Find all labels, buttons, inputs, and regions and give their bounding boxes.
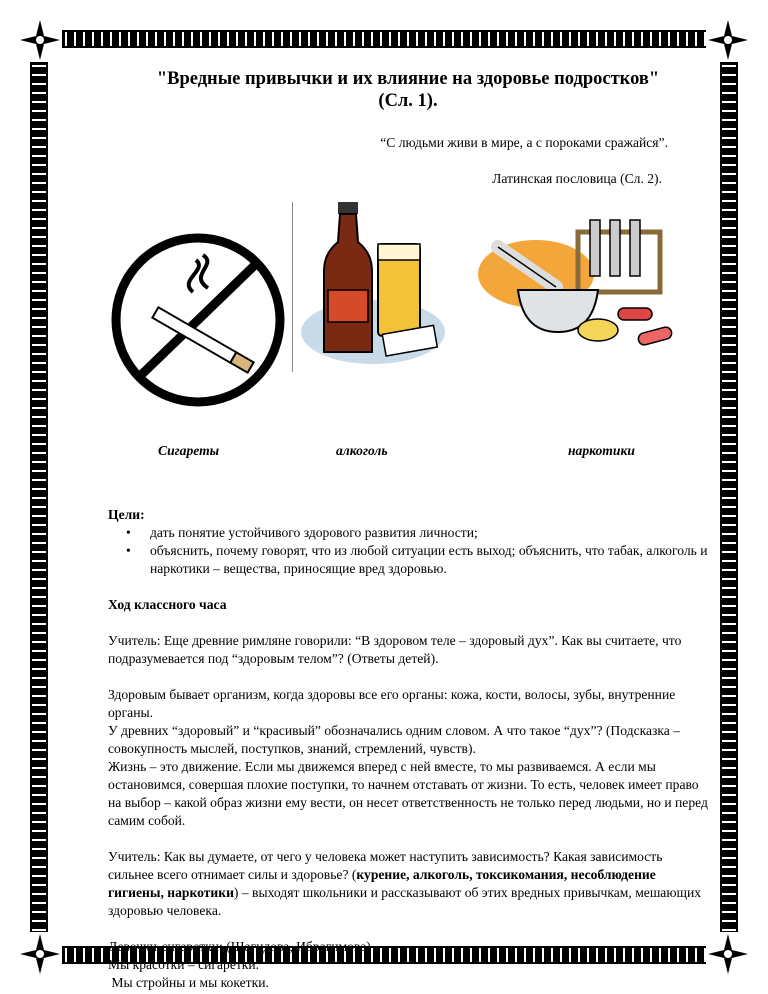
corner-ornament-icon (18, 18, 62, 62)
poem-line: Девочки-сигаретки: (Шагидова, Ибрагимова) (108, 939, 371, 954)
goals-list (108, 524, 708, 578)
corner-ornament-icon (706, 18, 750, 62)
poem-line: Мы стройны и мы кокетки. (108, 975, 269, 990)
right-border (720, 22, 738, 972)
illustration-captions (108, 442, 708, 466)
list-item: • объяснить, почему говорят, что из любой ситуации есть выход; объяснить, что табак, алкоголь и наркотики – вещества, приносящие вред здоровью. (150, 542, 708, 578)
page-title (108, 68, 708, 112)
list-item: • дать понятие устойчивого здорового развития личности; (150, 524, 708, 542)
poem-line: Мы красотки – сигаретки. (108, 957, 260, 972)
paragraph-2-line-3: Жизнь – это движение. Если мы движемся вперед с ней вместе, то мы развиваемся. А если мы остановимся, совершая плохие поступки, то начнем отставать от жизни. То есть, человек имеет право на выбор – какой образ жизни ему вести, он несет ответственность не только перед людьми, но и перед самим собой. (108, 759, 708, 828)
paragraph-2-line-2: У древних “здоровый” и “красивый” обозначались одним словом. А что такое “дух”? (Подсказка – совокупность мыслей, поступков, знаний, стремлений, чувств). (108, 723, 681, 756)
top-border (22, 30, 746, 48)
document-body (108, 60, 708, 992)
no-smoking-icon (108, 230, 288, 410)
title-line-1: "Вредные привычки и их влияние на здоровье подростков" (156, 69, 660, 89)
left-border (30, 22, 48, 972)
corner-ornament-icon (706, 932, 750, 976)
paragraph-2-line-1: Здоровым бывает организм, когда здоровы все его органы: кожа, кости, волосы, зубы, внутренние органы. (108, 687, 676, 720)
section-heading: Ход классного часа (108, 597, 227, 612)
title-line-2: (Сл. 1). (378, 91, 438, 111)
goals-heading: Цели: (108, 507, 145, 522)
illustrations (108, 202, 708, 442)
drugs-icon (468, 212, 688, 382)
caption-cigarettes: Сигареты (158, 443, 220, 458)
corner-ornament-icon (18, 932, 62, 976)
paragraph-3-bold: курение, алкоголь, токсикомания, несоблюдение гигиены, наркотики (108, 867, 656, 900)
paragraph-3-text-end: ) – выходят школьники и рассказывают об этих вредных привычкам, мешающих здоровью человека. (108, 885, 702, 918)
alcohol-icon (298, 202, 448, 377)
image-divider (292, 202, 293, 372)
epigraph: “С людьми живи в мире, а с пороками сражайся”. (380, 135, 668, 150)
caption-drugs: наркотики (568, 443, 635, 458)
paragraph-3-text-start: Учитель: Как вы думаете, от чего у человека может наступить зависимость? Какая зависимость сильнее всего отнимает силы и здоровье? ( (108, 849, 663, 882)
paragraph-1: Учитель: Еще древние римляне говорили: “В здоровом теле – здоровый дух”. Как вы считаете, что подразумевается под “здоровым телом”? (Ответы детей). (108, 633, 682, 666)
caption-alcohol: алкоголь (336, 443, 388, 458)
epigraph-source: Латинская пословица (Сл. 2). (492, 171, 662, 186)
paragraph-3 (108, 848, 708, 920)
